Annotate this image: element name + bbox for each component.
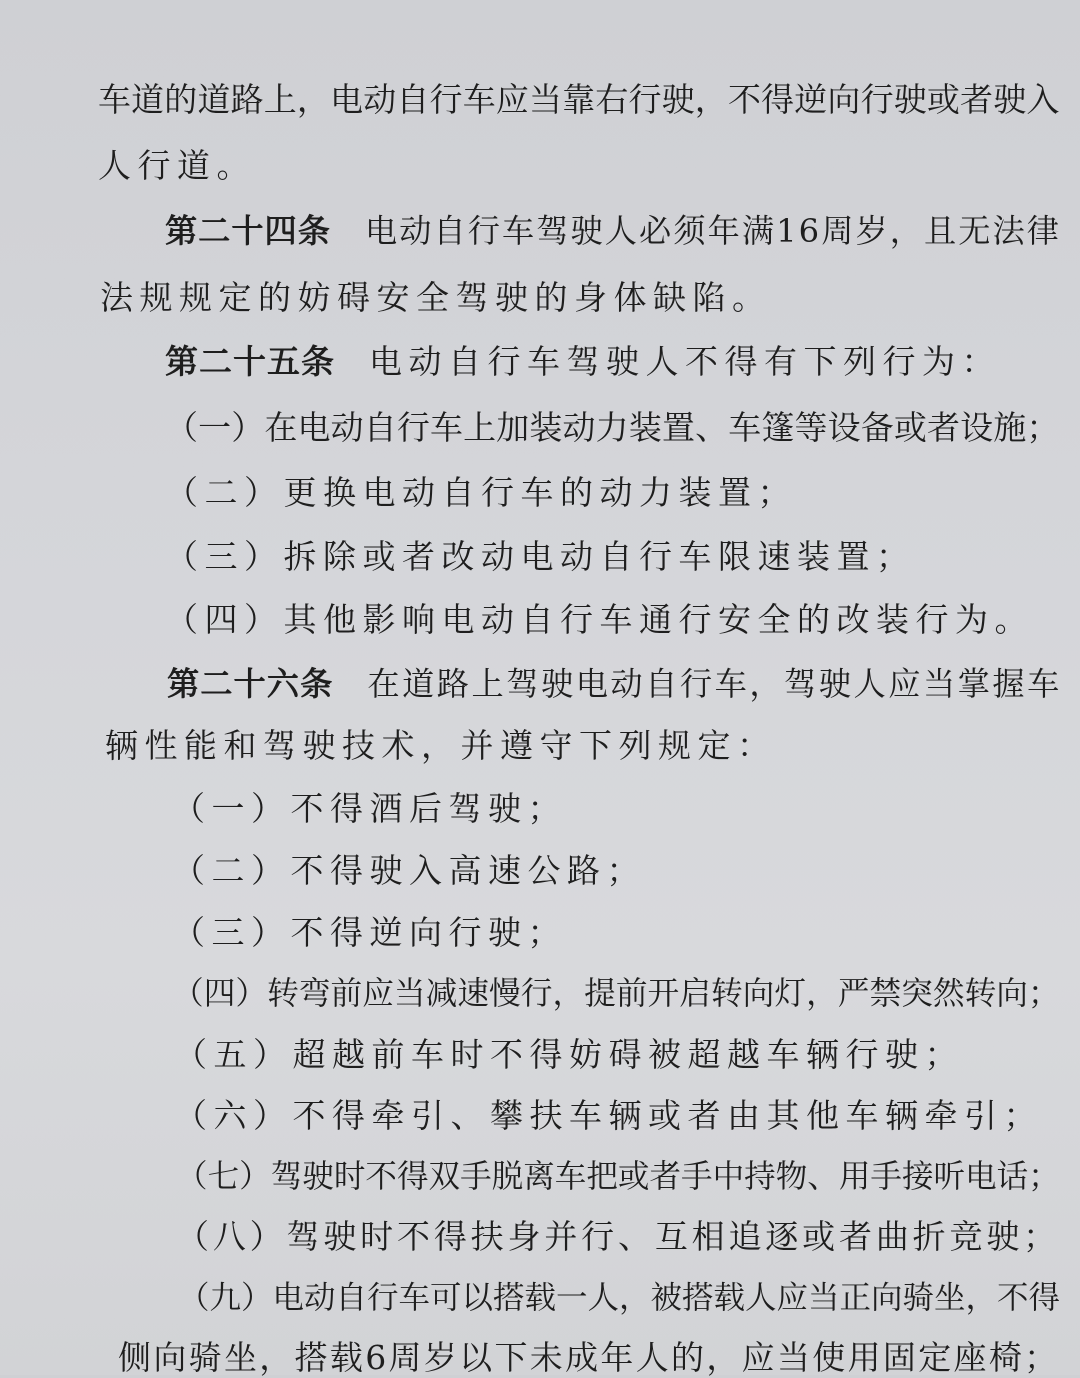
- list-item: （四）其他影响电动自行车通行安全的改装行为。: [165, 600, 1034, 639]
- article-heading: 第二十四条: [165, 212, 331, 250]
- list-item: （九）电动自行车可以搭载一人，被搭载人应当正向骑坐，不得: [178, 1280, 1061, 1316]
- text-line: 侧向骑坐，搭载6周岁以下未成年人的，应当使用固定座椅；: [118, 1338, 1060, 1377]
- text-line: 人行道。: [98, 146, 256, 185]
- article-heading: 第二十五条: [165, 342, 335, 381]
- list-item: （一）不得酒后驾驶；: [172, 789, 567, 828]
- text-line: 电动自行车驾驶人不得有下列行为：: [369, 342, 1001, 381]
- article-26-line: [167, 664, 1062, 704]
- list-item: （六）不得牵引、攀扶车辆或者由其他车辆牵引；: [174, 1096, 1043, 1135]
- list-item: （五）超越前车时不得妨碍被超越车辆行驶；: [174, 1035, 964, 1074]
- text-line: 在道路上驾驶电动自行车，驾驶人应当掌握车: [367, 665, 1062, 703]
- text-line: 法规规定的妨碍安全驾驶的身体缺陷。: [100, 278, 772, 317]
- list-item: （三）不得逆向行驶；: [172, 913, 567, 952]
- text-line: 辆性能和驾驶技术，并遵守下列规定：: [105, 726, 777, 765]
- text-line: 车道的道路上，电动自行车应当靠右行驶，不得逆向行驶或者驶入: [98, 80, 1060, 119]
- list-item: （四）转弯前应当减速慢行，提前开启转向灯，严禁突然转向；: [172, 976, 1060, 1012]
- list-item: （七）驾驶时不得双手脱离车把或者手中持物、用手接听电话；: [176, 1159, 1060, 1195]
- list-item: （三）拆除或者改动电动自行车限速装置；: [165, 537, 916, 576]
- list-item: （一）在电动自行车上加装动力装置、车篷等设备或者设施；: [165, 408, 1060, 447]
- article-24-line: [165, 211, 1061, 251]
- list-item: （二）不得驶入高速公路；: [172, 851, 646, 890]
- article-heading: 第二十六条: [167, 665, 334, 703]
- text-line: 电动自行车驾驶人必须年满16周岁，且无法律: [364, 212, 1062, 250]
- article-25-line: [165, 342, 1001, 382]
- list-item: （二）更换电动自行车的动力装置；: [165, 473, 797, 512]
- list-item: （八）驾驶时不得扶身并行、互相追逐或者曲折竞驶；: [176, 1217, 1060, 1256]
